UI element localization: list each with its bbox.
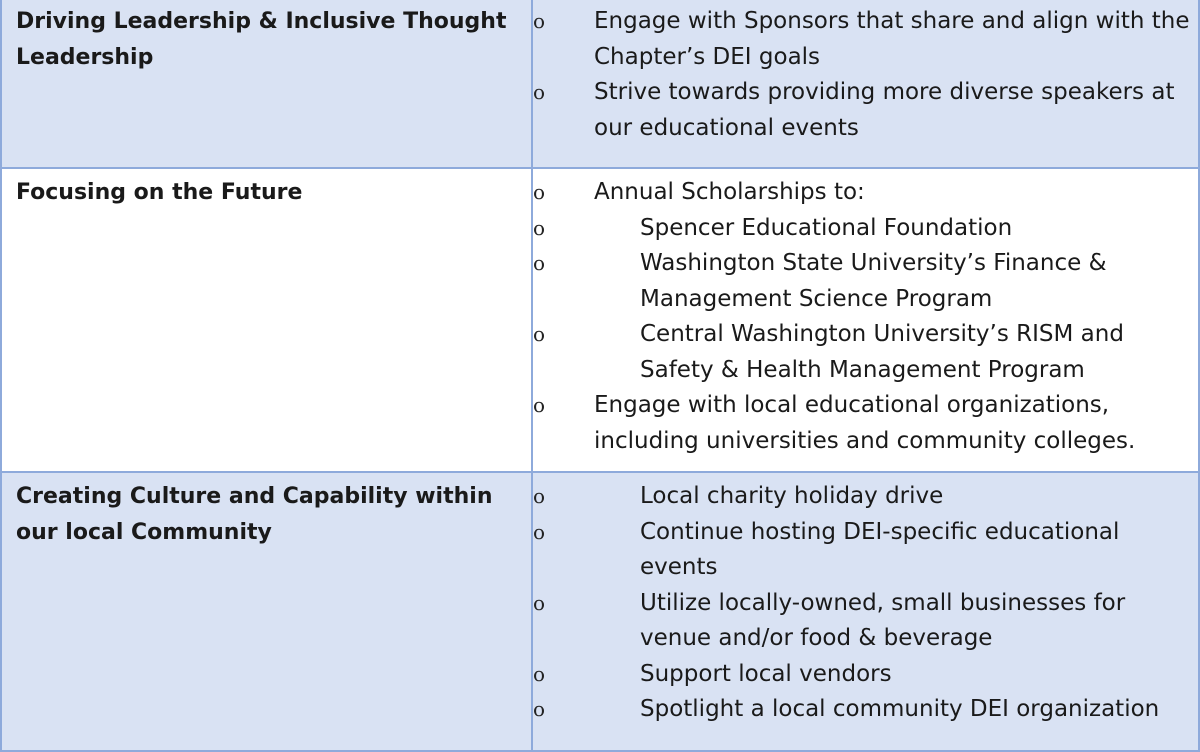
bullet-list — [533, 4, 1198, 146]
bullet-list — [533, 175, 1198, 459]
circle-bullet-icon: o — [533, 322, 546, 346]
row-items — [532, 472, 1199, 751]
list-item-text: Spencer Educational Foundation — [640, 214, 1013, 241]
row-label: Driving Leadership & Inclusive Thought Leadership — [1, 0, 532, 168]
list-item — [533, 657, 1198, 693]
list-item — [533, 586, 1198, 657]
list-item-text: Washington State University’s Finance & Management Science Program — [640, 250, 1107, 312]
table-row — [1, 472, 1199, 751]
list-item — [533, 4, 1198, 75]
circle-bullet-icon: o — [533, 590, 546, 615]
circle-bullet-icon: o — [533, 9, 546, 33]
circle-bullet-icon: o — [533, 80, 546, 104]
list-item-text: Support local vendors — [640, 660, 892, 687]
circle-bullet-icon: o — [533, 484, 546, 508]
list-item — [533, 515, 1198, 586]
sub-list-item — [533, 317, 1198, 388]
list-item — [533, 388, 1198, 459]
list-item-text: Utilize locally-owned, small businesses for venue and/or food & beverage — [640, 589, 1126, 651]
list-item-text: Strive towards providing more diverse speakers at our educational events — [594, 79, 1175, 141]
row-label: Focusing on the Future — [1, 168, 532, 472]
list-item-text: Spotlight a local community DEI organization — [640, 696, 1160, 722]
sub-list-item — [533, 211, 1198, 247]
list-item — [533, 692, 1198, 728]
circle-bullet-icon: o — [533, 251, 546, 275]
row-items — [532, 168, 1199, 472]
list-item — [533, 175, 1198, 388]
circle-bullet-icon: o — [533, 661, 546, 686]
list-item-text: Engage with Sponsors that share and align with the Chapter’s DEI goals — [594, 8, 1190, 70]
row-items — [532, 0, 1199, 168]
circle-bullet-icon: o — [533, 393, 546, 417]
list-item-text: Central Washington University’s RISM and Safety & Health Management Program — [640, 321, 1124, 383]
circle-bullet-icon: o — [533, 697, 546, 721]
list-item-text: Local charity holiday drive — [640, 483, 944, 509]
sub-list — [533, 211, 1198, 389]
row-label: Creating Culture and Capability within our local Community — [1, 472, 532, 751]
bullet-list — [533, 479, 1198, 728]
list-item-text: Engage with local educational organizations, including universities and community colleges. — [594, 392, 1136, 454]
sub-list-item — [533, 246, 1198, 317]
circle-bullet-icon: o — [533, 519, 546, 544]
list-item — [533, 75, 1198, 146]
list-item-text: Continue hosting DEI-specific educational events — [640, 518, 1120, 580]
list-item — [533, 479, 1198, 515]
list-item-text: Annual Scholarships to: — [594, 179, 865, 205]
circle-bullet-icon: o — [533, 180, 546, 204]
circle-bullet-icon: o — [533, 215, 546, 240]
table-row — [1, 0, 1199, 168]
table-row — [1, 168, 1199, 472]
